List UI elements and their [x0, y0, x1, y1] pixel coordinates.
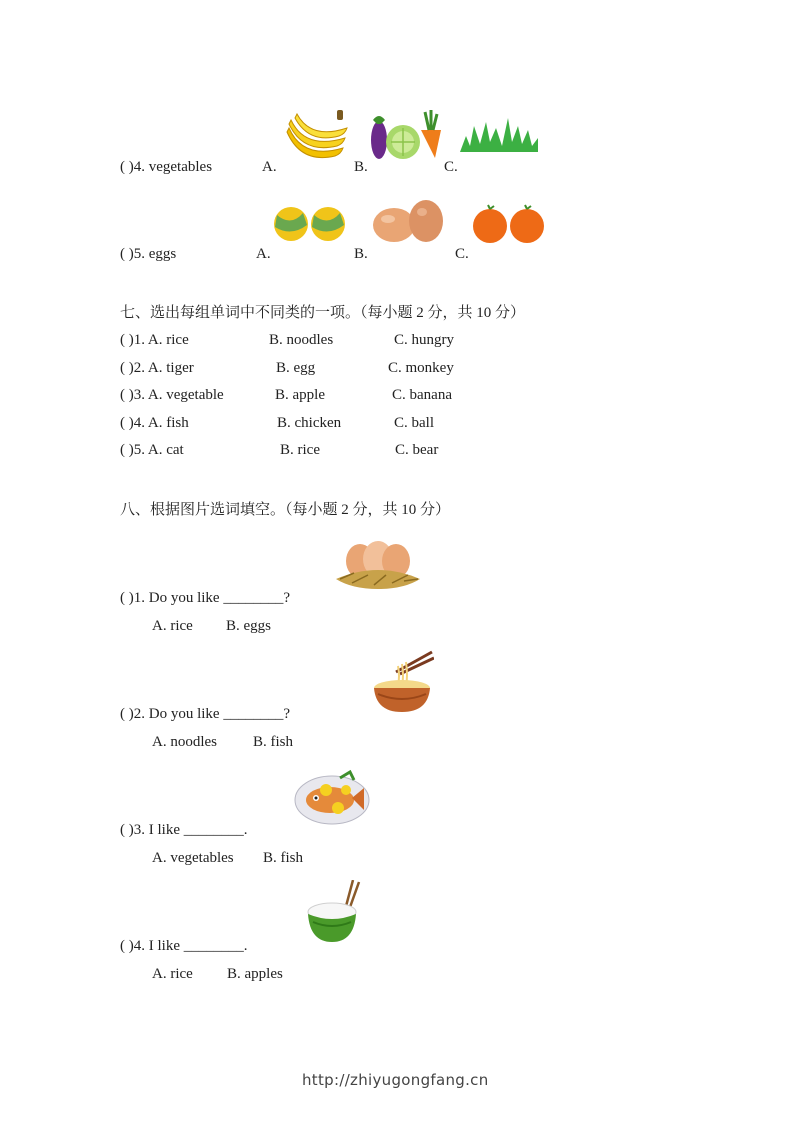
option-b[interactable]: B. apples	[227, 966, 283, 982]
noodle-bowl-icon	[372, 650, 434, 714]
option-c[interactable]: C. hungry	[394, 332, 454, 348]
section-title: 七、选出每组单词中不同类的一项。（每小题 2 分，共 10 分）	[120, 305, 526, 321]
rice-bowl-icon	[305, 880, 361, 944]
option-c[interactable]: C.	[444, 159, 458, 175]
row-number-a: ( )1. A. rice	[120, 332, 189, 348]
question-text: ( )2. Do you like ________?	[120, 706, 290, 722]
option-a[interactable]: A.	[262, 159, 277, 175]
egg-nest-icon	[334, 539, 422, 591]
question-label: ( )5. eggs	[120, 246, 177, 262]
option-b[interactable]: B. fish	[263, 850, 304, 866]
option-b[interactable]: B. chicken	[277, 415, 342, 431]
option-b[interactable]: B. egg	[276, 360, 316, 376]
option-b[interactable]: B. noodles	[269, 332, 334, 348]
option-b[interactable]: B.	[354, 159, 368, 175]
option-a[interactable]: A. rice	[152, 966, 193, 982]
question-text: ( )1. Do you like ________?	[120, 590, 290, 606]
option-b[interactable]: B. eggs	[226, 618, 271, 634]
option-a[interactable]: A. vegetables	[152, 850, 234, 866]
option-a[interactable]: A. noodles	[152, 734, 217, 750]
option-c[interactable]: C. ball	[394, 415, 434, 431]
eggs-icon	[372, 198, 446, 244]
row-number-a: ( )3. A. vegetable	[120, 387, 224, 403]
question-label: ( )4. vegetables	[120, 159, 213, 175]
footer-url[interactable]: http://zhiyugongfang.cn	[302, 1071, 489, 1089]
balls-icon	[273, 205, 347, 243]
question-text: ( )4. I like ________.	[120, 938, 248, 954]
option-c[interactable]: C. monkey	[388, 360, 454, 376]
option-a[interactable]: A.	[256, 246, 271, 262]
option-b[interactable]: B. rice	[280, 442, 320, 458]
option-c[interactable]: C. bear	[395, 442, 439, 458]
option-b[interactable]: B. fish	[253, 734, 294, 750]
row-number-a: ( )4. A. fish	[120, 415, 189, 431]
option-c[interactable]: C. banana	[392, 387, 452, 403]
question-text: ( )3. I like ________.	[120, 822, 248, 838]
fish-plate-icon	[294, 768, 372, 826]
option-a[interactable]: A. rice	[152, 618, 193, 634]
section-title: 八、根据图片选词填空。（每小题 2 分，共 10 分）	[120, 502, 451, 518]
grass-icon	[460, 116, 538, 154]
option-b[interactable]: B.	[354, 246, 368, 262]
vegetables-icon	[367, 108, 445, 162]
row-number-a: ( )5. A. cat	[120, 442, 184, 458]
oranges-icon	[472, 203, 546, 245]
banana-icon	[283, 108, 349, 162]
row-number-a: ( )2. A. tiger	[120, 360, 194, 376]
option-c[interactable]: C.	[455, 246, 469, 262]
option-b[interactable]: B. apple	[275, 387, 325, 403]
